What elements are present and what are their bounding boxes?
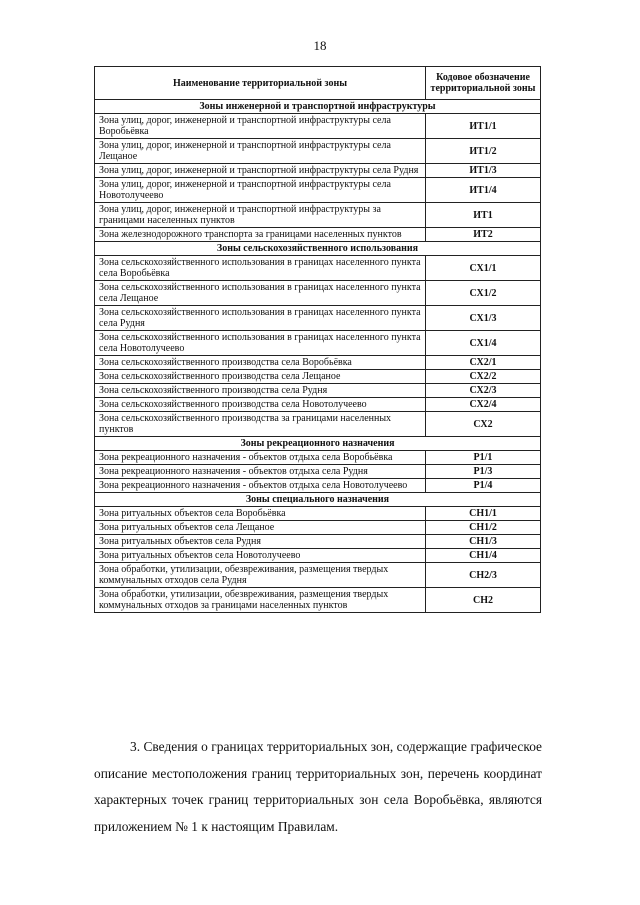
- table-row: [95, 588, 541, 613]
- zone-code-cell: СН1/2: [426, 521, 541, 535]
- zone-name-cell: Зона сельскохозяйственного производства за границами населенных пунктов: [95, 412, 426, 437]
- zone-name-cell: Зона улиц, дорог, инженерной и транспортной инфраструктуры села Новотолучеево: [95, 178, 426, 203]
- table-row: [95, 356, 541, 370]
- zone-name-cell: Зона сельскохозяйственного использования в границах населенного пункта села Воробьёвка: [95, 256, 426, 281]
- zone-code-cell: СН1/4: [426, 549, 541, 563]
- zone-code-cell: Р1/4: [426, 479, 541, 493]
- zone-code-cell: СН1/3: [426, 535, 541, 549]
- table-row: [95, 164, 541, 178]
- zone-code-cell: ИТ1: [426, 203, 541, 228]
- zone-name-cell: Зона улиц, дорог, инженерной и транспортной инфраструктуры села Рудня: [95, 164, 426, 178]
- table-row: [95, 535, 541, 549]
- table-row: [95, 139, 541, 164]
- table-row: [95, 549, 541, 563]
- table-header-row: [95, 67, 541, 100]
- section-title: Зоны специального назначения: [95, 493, 541, 507]
- header-zone-name: Наименование территориальной зоны: [95, 67, 426, 100]
- zone-code-cell: Р1/1: [426, 451, 541, 465]
- zone-name-cell: Зона ритуальных объектов села Новотолучеево: [95, 549, 426, 563]
- zone-code-cell: СХ1/3: [426, 306, 541, 331]
- table-body: [95, 100, 541, 613]
- zone-code-cell: СХ2: [426, 412, 541, 437]
- table-row: [95, 563, 541, 588]
- zone-code-cell: СХ2/2: [426, 370, 541, 384]
- section-title: Зоны рекреационного назначения: [95, 437, 541, 451]
- zone-name-cell: Зона сельскохозяйственного производства села Воробьёвка: [95, 356, 426, 370]
- table-row: [95, 203, 541, 228]
- table-row: [95, 479, 541, 493]
- paragraph-text: 3. Сведения о границах территориальных зон, содержащие графическое описание местоположения границ территориальных зон, перечень координат характерных точек границ территориальных зон села Воробьёвка, являются приложением № 1 к настоящим Правилам.: [94, 739, 542, 834]
- zone-name-cell: Зона сельскохозяйственного производства села Рудня: [95, 384, 426, 398]
- zone-name-cell: Зона улиц, дорог, инженерной и транспортной инфраструктуры села Воробьёвка: [95, 114, 426, 139]
- zone-name-cell: Зона рекреационного назначения - объектов отдыха села Новотолучеево: [95, 479, 426, 493]
- zone-code-cell: СН2/3: [426, 563, 541, 588]
- zone-name-cell: Зона сельскохозяйственного использования в границах населенного пункта села Рудня: [95, 306, 426, 331]
- section-title: Зоны инженерной и транспортной инфраструктуры: [95, 100, 541, 114]
- territorial-zones-table: [94, 66, 541, 613]
- zone-code-cell: ИТ1/3: [426, 164, 541, 178]
- section-row: [95, 242, 541, 256]
- zone-code-cell: СН2: [426, 588, 541, 613]
- zone-name-cell: Зона обработки, утилизации, обезвреживания, размещения твердых коммунальных отходов села Рудня: [95, 563, 426, 588]
- zone-name-cell: Зона рекреационного назначения - объектов отдыха села Воробьёвка: [95, 451, 426, 465]
- table-row: [95, 281, 541, 306]
- zone-name-cell: Зона сельскохозяйственного производства села Лещаное: [95, 370, 426, 384]
- table-row: [95, 228, 541, 242]
- section-title: Зоны сельскохозяйственного использования: [95, 242, 541, 256]
- zone-name-cell: Зона сельскохозяйственного использования в границах населенного пункта села Лещаное: [95, 281, 426, 306]
- zone-name-cell: Зона ритуальных объектов села Рудня: [95, 535, 426, 549]
- zone-name-cell: Зона сельскохозяйственного использования в границах населенного пункта села Новотолучеево: [95, 331, 426, 356]
- zone-code-cell: ИТ2: [426, 228, 541, 242]
- section-row: [95, 493, 541, 507]
- table-row: [95, 521, 541, 535]
- zone-name-cell: Зона железнодорожного транспорта за границами населенных пунктов: [95, 228, 426, 242]
- zone-name-cell: Зона ритуальных объектов села Лещаное: [95, 521, 426, 535]
- zone-name-cell: Зона улиц, дорог, инженерной и транспортной инфраструктуры за границами населенных пунктов: [95, 203, 426, 228]
- table-row: [95, 331, 541, 356]
- zone-code-cell: СХ2/3: [426, 384, 541, 398]
- zone-code-cell: ИТ1/1: [426, 114, 541, 139]
- zone-name-cell: Зона рекреационного назначения - объектов отдыха села Рудня: [95, 465, 426, 479]
- zone-code-cell: Р1/3: [426, 465, 541, 479]
- zone-name-cell: Зона улиц, дорог, инженерной и транспортной инфраструктуры села Лещаное: [95, 139, 426, 164]
- table-row: [95, 178, 541, 203]
- table-row: [95, 370, 541, 384]
- zone-code-cell: СХ2/4: [426, 398, 541, 412]
- table-row: [95, 451, 541, 465]
- table-row: [95, 465, 541, 479]
- body-paragraph: [94, 734, 542, 840]
- zone-code-cell: СН1/1: [426, 507, 541, 521]
- table-row: [95, 114, 541, 139]
- table-row: [95, 398, 541, 412]
- zone-code-cell: СХ1/4: [426, 331, 541, 356]
- zone-code-cell: СХ2/1: [426, 356, 541, 370]
- table-row: [95, 306, 541, 331]
- header-zone-code: Кодовое обозначение территориальной зоны: [426, 67, 541, 100]
- section-row: [95, 100, 541, 114]
- table-row: [95, 256, 541, 281]
- table-row: [95, 384, 541, 398]
- zone-name-cell: Зона обработки, утилизации, обезвреживания, размещения твердых коммунальных отходов за границами населенных пунктов: [95, 588, 426, 613]
- table-row: [95, 507, 541, 521]
- zone-code-cell: ИТ1/2: [426, 139, 541, 164]
- zone-code-cell: СХ1/1: [426, 256, 541, 281]
- section-row: [95, 437, 541, 451]
- zone-code-cell: ИТ1/4: [426, 178, 541, 203]
- zone-name-cell: Зона сельскохозяйственного производства села Новотолучеево: [95, 398, 426, 412]
- zone-name-cell: Зона ритуальных объектов села Воробьёвка: [95, 507, 426, 521]
- table-row: [95, 412, 541, 437]
- page-number: 18: [313, 38, 327, 53]
- zone-code-cell: СХ1/2: [426, 281, 541, 306]
